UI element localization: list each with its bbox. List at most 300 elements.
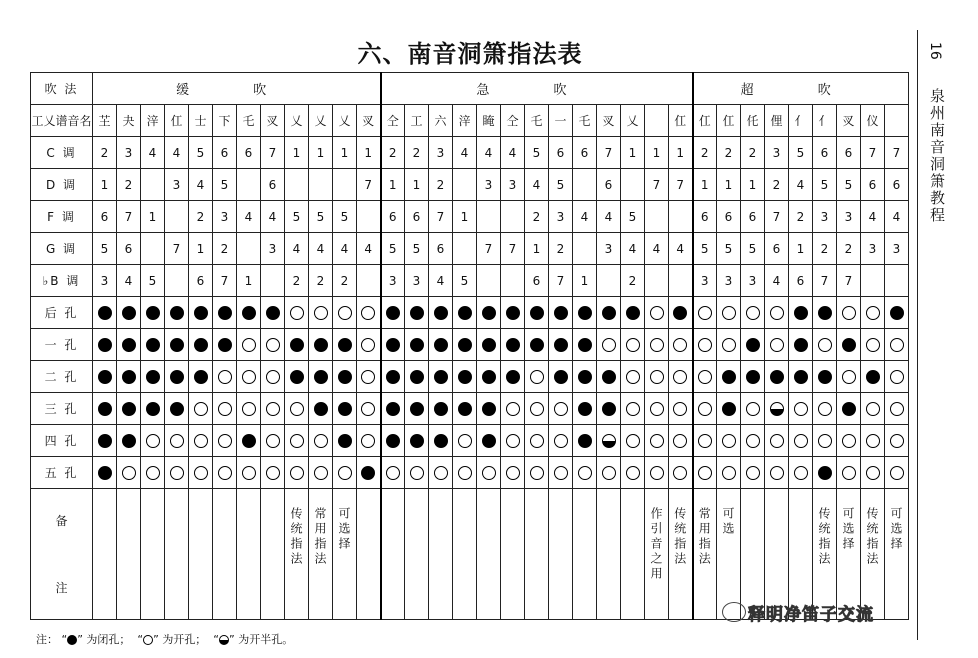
note-cell: 5 bbox=[693, 233, 717, 265]
hole-cell bbox=[477, 361, 501, 393]
pitch-name-cell: 㕚 bbox=[261, 105, 285, 137]
open-hole-icon bbox=[626, 466, 640, 480]
note-cell: 3 bbox=[861, 233, 885, 265]
closed-hole-icon bbox=[361, 466, 375, 480]
hole-cell bbox=[741, 361, 765, 393]
pitch-name-cell: 䁆 bbox=[477, 105, 501, 137]
hole-cell bbox=[669, 457, 693, 489]
closed-hole-icon bbox=[578, 402, 592, 416]
hole-cell bbox=[693, 393, 717, 425]
hole-cell bbox=[885, 425, 909, 457]
hole-cell bbox=[693, 425, 717, 457]
note-cell: 6 bbox=[741, 201, 765, 233]
note-cell: 4 bbox=[477, 137, 501, 169]
hole-cell bbox=[597, 393, 621, 425]
note-cell: 3 bbox=[117, 137, 141, 169]
pitch-name-cell: 六 bbox=[429, 105, 453, 137]
note-remark-cell bbox=[237, 489, 261, 620]
note-cell: 6 bbox=[789, 265, 813, 297]
note-cell: 7 bbox=[429, 201, 453, 233]
hole-cell bbox=[525, 361, 549, 393]
open-hole-icon bbox=[361, 338, 375, 352]
hole-cell bbox=[285, 297, 309, 329]
hole-cell bbox=[165, 297, 189, 329]
note-cell: 4 bbox=[453, 137, 477, 169]
side-divider bbox=[917, 30, 918, 640]
note-cell: 1 bbox=[237, 265, 261, 297]
hole-cell bbox=[477, 393, 501, 425]
note-remark-cell bbox=[645, 489, 669, 620]
hole-cell bbox=[237, 457, 261, 489]
hole-cell bbox=[213, 393, 237, 425]
hole-cell bbox=[885, 457, 909, 489]
open-hole-icon bbox=[266, 466, 280, 480]
open-hole-icon bbox=[698, 434, 712, 448]
hole-cell bbox=[717, 329, 741, 361]
hole-cell bbox=[261, 425, 285, 457]
closed-hole-icon bbox=[554, 338, 568, 352]
hole-cell bbox=[669, 297, 693, 329]
note-cell: 7 bbox=[117, 201, 141, 233]
row-label: 四 孔 bbox=[31, 425, 93, 457]
hole-cell bbox=[309, 393, 333, 425]
group-header: 超 吹 bbox=[693, 73, 909, 105]
open-hole-icon bbox=[650, 338, 664, 352]
note-remark-cell bbox=[621, 489, 645, 620]
hole-cell bbox=[141, 393, 165, 425]
hole-cell bbox=[645, 425, 669, 457]
note-cell bbox=[477, 201, 501, 233]
legend: 注： “ ” 为闭孔； “ ” 为开孔； “ ” 为开半孔。 bbox=[36, 633, 294, 646]
open-hole-icon bbox=[626, 434, 640, 448]
note-cell: 3 bbox=[405, 265, 429, 297]
note-cell: 1 bbox=[573, 265, 597, 297]
closed-hole-icon bbox=[410, 434, 424, 448]
hole-cell bbox=[501, 457, 525, 489]
note-cell: 2 bbox=[789, 201, 813, 233]
hole-cell bbox=[261, 457, 285, 489]
remark-text: 可选择 bbox=[889, 507, 903, 552]
hole-cell bbox=[93, 425, 117, 457]
hole-cell bbox=[525, 297, 549, 329]
closed-hole-icon bbox=[98, 402, 112, 416]
hole-cell bbox=[573, 425, 597, 457]
hole-cell bbox=[573, 393, 597, 425]
hole-cell bbox=[285, 457, 309, 489]
closed-hole-icon bbox=[98, 306, 112, 320]
closed-hole-icon bbox=[506, 306, 520, 320]
notes-label-bottom: 注 bbox=[55, 581, 68, 595]
note-cell: 6 bbox=[525, 265, 549, 297]
key-row bbox=[31, 265, 909, 297]
hole-cell bbox=[213, 361, 237, 393]
hole-cell bbox=[453, 425, 477, 457]
hole-cell bbox=[237, 425, 261, 457]
note-remark-cell bbox=[93, 489, 117, 620]
closed-hole-icon bbox=[434, 434, 448, 448]
note-remark-cell bbox=[717, 489, 741, 620]
note-cell: 6 bbox=[573, 137, 597, 169]
hole-cell bbox=[597, 425, 621, 457]
open-hole-icon bbox=[266, 434, 280, 448]
note-cell: 4 bbox=[501, 137, 525, 169]
open-hole-icon bbox=[434, 466, 448, 480]
key-row bbox=[31, 169, 909, 201]
hole-cell bbox=[309, 297, 333, 329]
note-cell bbox=[453, 233, 477, 265]
note-cell: 1 bbox=[525, 233, 549, 265]
closed-hole-icon bbox=[458, 402, 472, 416]
hole-cell bbox=[597, 297, 621, 329]
hole-cell bbox=[741, 297, 765, 329]
pitch-name-cell: 夬 bbox=[117, 105, 141, 137]
note-cell: 1 bbox=[357, 137, 381, 169]
row-label: 五 孔 bbox=[31, 457, 93, 489]
pitch-name-cell: 乂 bbox=[285, 105, 309, 137]
open-hole-icon bbox=[650, 370, 664, 384]
hole-cell bbox=[549, 457, 573, 489]
pitch-name-cell: 㕚 bbox=[837, 105, 861, 137]
closed-hole-icon bbox=[194, 306, 208, 320]
note-cell: 7 bbox=[837, 265, 861, 297]
note-cell: 5 bbox=[333, 201, 357, 233]
row-label: 二 孔 bbox=[31, 361, 93, 393]
note-cell: 4 bbox=[165, 137, 189, 169]
closed-hole-icon bbox=[554, 370, 568, 384]
note-cell: 2 bbox=[693, 137, 717, 169]
hole-cell bbox=[93, 297, 117, 329]
note-cell: 1 bbox=[741, 169, 765, 201]
watermark-text: 释明净笛子交流 bbox=[748, 605, 874, 625]
note-cell: 7 bbox=[501, 233, 525, 265]
note-cell: 6 bbox=[717, 201, 741, 233]
note-cell: 1 bbox=[285, 137, 309, 169]
note-cell: 4 bbox=[237, 201, 261, 233]
half-hole-icon bbox=[770, 402, 784, 416]
legend-half-text: 为开半孔。 bbox=[238, 633, 294, 646]
note-cell: 4 bbox=[861, 201, 885, 233]
open-hole-icon bbox=[506, 466, 520, 480]
open-hole-icon bbox=[673, 338, 687, 352]
open-hole-icon bbox=[314, 306, 328, 320]
hole-row bbox=[31, 361, 909, 393]
note-cell: 5 bbox=[741, 233, 765, 265]
hole-cell bbox=[621, 425, 645, 457]
hole-row bbox=[31, 393, 909, 425]
note-cell bbox=[261, 265, 285, 297]
hole-cell bbox=[453, 361, 477, 393]
note-cell: 3 bbox=[765, 137, 789, 169]
hole-cell bbox=[789, 329, 813, 361]
note-cell: 7 bbox=[861, 137, 885, 169]
hole-cell bbox=[717, 425, 741, 457]
hole-cell bbox=[837, 457, 861, 489]
closed-hole-icon bbox=[434, 402, 448, 416]
hole-cell bbox=[333, 425, 357, 457]
hole-cell bbox=[741, 393, 765, 425]
open-hole-icon bbox=[361, 402, 375, 416]
open-hole-icon bbox=[218, 434, 232, 448]
note-cell: 6 bbox=[405, 201, 429, 233]
note-cell: 1 bbox=[93, 169, 117, 201]
hole-cell bbox=[117, 393, 141, 425]
hole-cell bbox=[213, 329, 237, 361]
hole-cell bbox=[93, 329, 117, 361]
hole-cell bbox=[501, 425, 525, 457]
note-cell: 5 bbox=[213, 169, 237, 201]
note-cell bbox=[237, 233, 261, 265]
pitch-name-cell: 亻 bbox=[789, 105, 813, 137]
open-hole-icon bbox=[458, 466, 472, 480]
hole-cell bbox=[573, 457, 597, 489]
note-cell: 4 bbox=[117, 265, 141, 297]
closed-hole-icon bbox=[146, 402, 160, 416]
open-hole-icon bbox=[314, 466, 328, 480]
key-row bbox=[31, 201, 909, 233]
note-cell: 4 bbox=[645, 233, 669, 265]
note-cell: 2 bbox=[765, 169, 789, 201]
closed-hole-icon bbox=[290, 370, 304, 384]
hole-cell bbox=[621, 361, 645, 393]
note-cell: 4 bbox=[429, 265, 453, 297]
hole-cell bbox=[837, 393, 861, 425]
hole-cell bbox=[357, 457, 381, 489]
closed-hole-icon bbox=[290, 338, 304, 352]
hole-cell bbox=[237, 329, 261, 361]
hole-cell bbox=[813, 457, 837, 489]
hole-cell bbox=[621, 297, 645, 329]
hole-cell bbox=[573, 361, 597, 393]
note-remark-cell bbox=[405, 489, 429, 620]
hole-cell bbox=[429, 457, 453, 489]
row-label: 工乂谱音名 bbox=[31, 105, 93, 137]
hole-cell bbox=[165, 457, 189, 489]
note-cell: 5 bbox=[525, 137, 549, 169]
open-hole-icon bbox=[722, 338, 736, 352]
note-cell: 3 bbox=[549, 201, 573, 233]
hole-cell bbox=[621, 457, 645, 489]
note-cell: 2 bbox=[309, 265, 333, 297]
open-hole-icon bbox=[673, 370, 687, 384]
open-hole-icon bbox=[290, 466, 304, 480]
open-hole-icon bbox=[338, 306, 352, 320]
pitch-name-cell: 㳯 bbox=[141, 105, 165, 137]
hole-cell bbox=[477, 297, 501, 329]
closed-hole-icon bbox=[482, 370, 496, 384]
half-hole-icon bbox=[219, 635, 229, 645]
closed-hole-icon bbox=[170, 338, 184, 352]
pitch-name-cell bbox=[885, 105, 909, 137]
note-cell: 3 bbox=[837, 201, 861, 233]
pitch-name-row bbox=[31, 105, 909, 137]
row-label: ♭B 调 bbox=[31, 265, 93, 297]
open-hole-icon bbox=[530, 402, 544, 416]
open-hole-icon bbox=[770, 306, 784, 320]
note-cell bbox=[453, 169, 477, 201]
hole-cell bbox=[117, 361, 141, 393]
hole-cell bbox=[333, 457, 357, 489]
closed-hole-icon bbox=[314, 402, 328, 416]
note-cell: 7 bbox=[645, 169, 669, 201]
note-cell: 4 bbox=[141, 137, 165, 169]
hole-cell bbox=[549, 425, 573, 457]
hole-cell bbox=[621, 329, 645, 361]
closed-hole-icon bbox=[122, 306, 136, 320]
note-cell: 2 bbox=[189, 201, 213, 233]
closed-hole-icon bbox=[554, 306, 568, 320]
hole-cell bbox=[333, 361, 357, 393]
open-hole-icon bbox=[361, 434, 375, 448]
note-cell: 1 bbox=[693, 169, 717, 201]
header-row bbox=[31, 73, 909, 105]
note-cell: 4 bbox=[333, 233, 357, 265]
hole-cell bbox=[405, 393, 429, 425]
hole-row bbox=[31, 457, 909, 489]
hole-cell bbox=[141, 329, 165, 361]
open-hole-icon bbox=[314, 434, 328, 448]
note-cell: 6 bbox=[213, 137, 237, 169]
hole-cell bbox=[405, 457, 429, 489]
hole-cell bbox=[813, 393, 837, 425]
hole-cell bbox=[213, 297, 237, 329]
closed-hole-icon bbox=[242, 434, 256, 448]
hole-cell bbox=[357, 393, 381, 425]
hole-cell bbox=[837, 297, 861, 329]
open-hole-icon bbox=[890, 370, 904, 384]
closed-hole-icon bbox=[794, 306, 808, 320]
remark-text: 常用指法 bbox=[697, 507, 712, 567]
closed-hole-icon bbox=[338, 402, 352, 416]
hole-cell bbox=[549, 297, 573, 329]
note-cell bbox=[141, 233, 165, 265]
note-remark-cell bbox=[261, 489, 285, 620]
hole-cell bbox=[693, 329, 717, 361]
note-cell bbox=[597, 265, 621, 297]
hole-cell bbox=[837, 425, 861, 457]
hole-cell bbox=[405, 361, 429, 393]
note-cell: 6 bbox=[837, 137, 861, 169]
pitch-name-cell: 乇 bbox=[573, 105, 597, 137]
hole-cell bbox=[165, 393, 189, 425]
hole-cell bbox=[861, 329, 885, 361]
hole-cell bbox=[789, 457, 813, 489]
open-hole-icon bbox=[482, 466, 496, 480]
note-cell: 5 bbox=[621, 201, 645, 233]
hole-cell bbox=[165, 329, 189, 361]
pitch-name-cell: 仜 bbox=[669, 105, 693, 137]
hole-cell bbox=[237, 393, 261, 425]
note-cell: 7 bbox=[357, 169, 381, 201]
hole-cell bbox=[885, 361, 909, 393]
closed-hole-icon bbox=[482, 434, 496, 448]
note-remark-cell bbox=[285, 489, 309, 620]
key-row bbox=[31, 233, 909, 265]
hole-cell bbox=[189, 457, 213, 489]
note-cell: 1 bbox=[141, 201, 165, 233]
note-cell: 3 bbox=[381, 265, 405, 297]
note-cell: 6 bbox=[237, 137, 261, 169]
note-cell: 2 bbox=[525, 201, 549, 233]
note-cell: 7 bbox=[213, 265, 237, 297]
open-hole-icon bbox=[170, 434, 184, 448]
note-cell: 7 bbox=[597, 137, 621, 169]
hole-cell bbox=[789, 361, 813, 393]
note-remark-cell bbox=[333, 489, 357, 620]
note-cell: 3 bbox=[93, 265, 117, 297]
note-cell bbox=[573, 169, 597, 201]
open-hole-icon bbox=[242, 370, 256, 384]
note-cell bbox=[645, 265, 669, 297]
note-remark-cell bbox=[381, 489, 405, 620]
row-label: 后 孔 bbox=[31, 297, 93, 329]
note-cell: 4 bbox=[357, 233, 381, 265]
closed-hole-icon bbox=[458, 370, 472, 384]
hole-cell bbox=[813, 297, 837, 329]
legend-prefix: 注： bbox=[36, 633, 58, 646]
closed-hole-icon bbox=[818, 306, 832, 320]
closed-hole-icon bbox=[98, 466, 112, 480]
hole-cell bbox=[453, 329, 477, 361]
hole-cell bbox=[453, 393, 477, 425]
note-cell: 2 bbox=[813, 233, 837, 265]
note-cell: 6 bbox=[117, 233, 141, 265]
open-hole-icon bbox=[386, 466, 400, 480]
open-hole-icon bbox=[794, 434, 808, 448]
open-hole-icon bbox=[722, 466, 736, 480]
hole-cell bbox=[93, 393, 117, 425]
note-cell: 4 bbox=[525, 169, 549, 201]
hole-cell bbox=[165, 425, 189, 457]
hole-cell bbox=[261, 393, 285, 425]
hole-cell bbox=[261, 361, 285, 393]
pitch-name-cell: 仪 bbox=[861, 105, 885, 137]
open-hole-icon bbox=[290, 306, 304, 320]
note-cell: 3 bbox=[597, 233, 621, 265]
hole-cell bbox=[213, 457, 237, 489]
open-hole-icon bbox=[170, 466, 184, 480]
hole-cell bbox=[645, 297, 669, 329]
hole-cell bbox=[669, 361, 693, 393]
pitch-name-cell: 仛 bbox=[741, 105, 765, 137]
closed-hole-icon bbox=[67, 635, 77, 645]
closed-hole-icon bbox=[98, 370, 112, 384]
open-hole-icon bbox=[842, 306, 856, 320]
closed-hole-icon bbox=[458, 338, 472, 352]
hole-cell bbox=[789, 393, 813, 425]
open-hole-icon bbox=[842, 370, 856, 384]
note-cell: 3 bbox=[165, 169, 189, 201]
hole-cell bbox=[525, 425, 549, 457]
hole-cell bbox=[213, 425, 237, 457]
closed-hole-icon bbox=[482, 306, 496, 320]
closed-hole-icon bbox=[673, 306, 687, 320]
row-label: F 调 bbox=[31, 201, 93, 233]
page-title: 六、南音洞箫指法表 bbox=[357, 40, 583, 68]
open-hole-icon bbox=[146, 434, 160, 448]
hole-cell bbox=[597, 457, 621, 489]
pitch-name-cell: 㕚 bbox=[597, 105, 621, 137]
note-cell: 5 bbox=[309, 201, 333, 233]
closed-hole-icon bbox=[242, 306, 256, 320]
note-remark-cell bbox=[189, 489, 213, 620]
pitch-name-cell: 乂 bbox=[309, 105, 333, 137]
open-hole-icon bbox=[626, 370, 640, 384]
note-cell: 4 bbox=[621, 233, 645, 265]
note-cell: 6 bbox=[693, 201, 717, 233]
hole-cell bbox=[261, 329, 285, 361]
hole-cell bbox=[477, 425, 501, 457]
fingering-table bbox=[30, 72, 909, 620]
